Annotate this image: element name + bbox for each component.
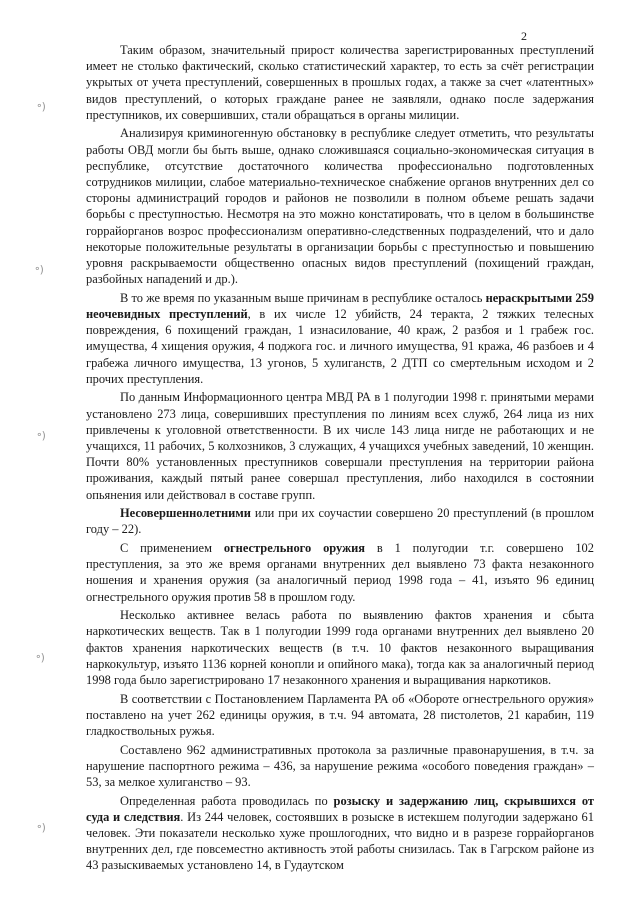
paragraph <box>86 540 594 605</box>
margin-mark: ॰) <box>35 263 44 276</box>
bold-text: нераскрытыми 259 неочевидных преступлений <box>86 290 594 322</box>
paragraph <box>86 607 594 688</box>
text-run: Анализируя криминогенную обстановку в республике следует отметить, что результаты работы ОВД могли бы быть выше, однако сложившаяся социально-экономическая ситуация в республике, отсутствие достаточного количества профессионально подготовленных сотрудников милиции, слабое материально-техническое снабжение органов внутренних дел со стороны администраций городов и районов не позволили в полном объеме решать задачи борьбы с преступностью. Несмотря на это можно констатировать, что в целом в большинстве горрайорганов возрос профессионализм оперативно-следственных подразделений, что и дало некоторые положительные результаты в организации борьбы с преступностью и повышению уровня раскрываемости общественно опасных видов преступлений (похищений граждан, разбойных нападений и др.). <box>86 126 594 287</box>
text-run: В то же время по указанным выше причинам в республике осталось <box>120 290 486 305</box>
text-run: Определенная работа проводилась по <box>120 793 334 808</box>
paragraph <box>86 389 594 502</box>
paragraph <box>86 691 594 740</box>
margin-mark: ॰) <box>36 651 45 664</box>
text-run: В соответствии с Постановлением Парламента РА об «Обороте огнестрельного оружия» поставлено на учет 262 единицы оружия, в т.ч. 94 автомата, 28 пистолетов, 21 карабин, 119 гладкоствольных ружья. <box>86 691 594 739</box>
bold-text: Несовершеннолетними <box>120 506 251 521</box>
text-run: С применением <box>120 541 224 556</box>
text-run: По данным Информационного центра МВД РА в 1 полугодии 1998 г. принятыми мерами установлено 273 лица, совершивших преступления по линиям всех служб, 264 лица из них привлечены к уголовной ответственности. В их числе 143 лица нигде не работающих и не учащихся, 11 рабочих, 5 колхозников, 3 служащих, 4 учащихся учебных заведений, 10 женщин. Почти 80% установленных преступников совершали преступления на территории района проживания, каждый пятый ранее совершал преступления, либо находился в состоянии опьянения или действовал в составе групп. <box>86 390 594 502</box>
bold-text: огнестрельного оружия <box>223 541 366 556</box>
paragraph <box>86 42 594 123</box>
paragraph <box>86 793 594 874</box>
paragraph <box>86 742 594 791</box>
page-number: 2 <box>521 29 527 43</box>
paragraph <box>86 290 594 387</box>
text-run: или при их соучастии совершено 20 преступлений (в прошлом году – 22). <box>86 506 594 537</box>
text-run: Составлено 962 административных протокола за различные правонарушения, в т.ч. за нарушение паспортного режима – 436, за нарушение режима «особого поведения граждан» – 53, за мелкое хулиганство – 93. <box>86 742 594 790</box>
paragraph <box>86 505 594 537</box>
text-run: в 1 полугодии т.г. совершено 102 преступления, за это же время органами внутренних дел выявлено 73 факта незаконного ношения и хранения оружия (за аналогичный период 1998 года – 41, изъято 96 единиц огнестрельного оружия против 58 в прошлом году. <box>86 541 594 604</box>
margin-mark: ॰) <box>37 100 46 113</box>
margin-mark: ॰) <box>37 821 46 834</box>
text-run: Несколько активнее велась работа по выявлению фактов хранения и сбыта наркотических веществ. Так в 1 полугодии 1999 года органами внутренних дел выявлено 20 фактов хранения наркотических веществ (в т.ч. 10 фактов незаконного выращивания наркокультур, изъято 1136 корней конопли и опийного мака), тогда как за аналогичный период 1998 года было зарегистрировано 17 незаконного хранения и выращивания наркотиков. <box>86 608 594 688</box>
text-run: Таким образом, значительный прирост количества зарегистрированных преступлений имеет не столько фактический, сколько статистический характер, то есть за счёт регистрации укрытых от учета преступлений, совершенных в прошлых годах, а также за счет «латентных» видов преступлений, о которых граждане ранее не заявляли, однако после задержания преступников, их совершивших, стали обращаться в органы милиции. <box>86 43 594 122</box>
text-run: , в их числе 12 убийств, 24 теракта, 2 тяжких телесных повреждения, 6 похищений граждан, 1 изнасилование, 40 краж, 2 разбоя и 1 грабеж гос. имущества, 4 хищения оружия, 4 поджога гос. и личного имущества, 91 кража, 46 разбоев и 4 грабежа личного имущества, 13 угонов, 5 хулиганств, 2 ДТП со смертельным исходом и 2 прочих преступления. <box>86 307 594 386</box>
paragraph <box>86 125 594 287</box>
margin-mark: ॰) <box>37 429 46 442</box>
document-body <box>86 42 594 876</box>
text-run: . Из 244 человек, состоявших в розыске в истекшем полугодии задержано 61 человек. Эти показатели несколько хуже прошлогодних, что видно и в разрезе горрайорганов внутренних дел, где повсеместно активность этой работы снизилась. Так в Гагрском районе из 43 разыскиваемых установлено 14, в Гудаутском <box>86 809 594 873</box>
bold-text: розыску и задержанию лиц, скрывшихся от суда и следствия <box>86 793 595 824</box>
